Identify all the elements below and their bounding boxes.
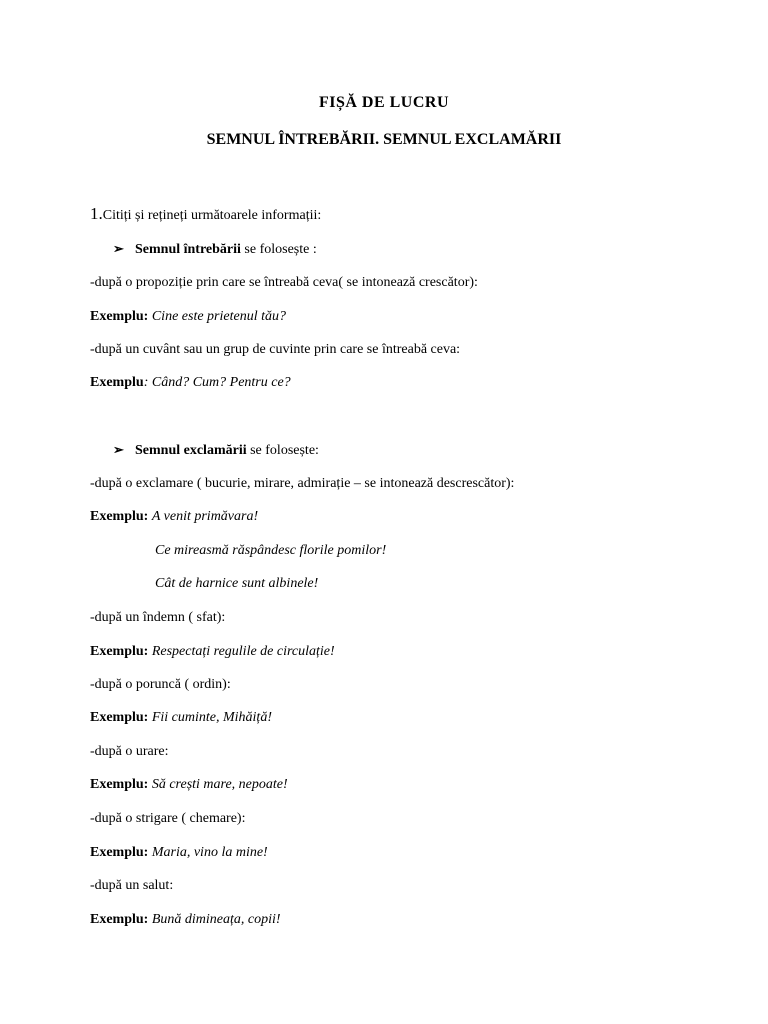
exclamation-example-1-line-2: Ce mireasmă răspândesc florile pomilor! [155,543,387,558]
exclamation-rule-2: -după un îndemn ( sfat): [90,610,226,625]
question-example-2 [90,374,291,392]
example-label: Exemplu: [90,710,152,725]
question-rule-1: -după o propoziție prin care se întreabă ceva( se intonează crescător): [90,275,478,290]
example-label: Exemplu: [90,509,152,524]
example-text: Să crești mare, nepoate! [151,777,288,792]
exclamation-rule-3: -după o poruncă ( ordin): [90,677,231,692]
exclamation-example-2 [90,643,335,661]
example-label: Exemplu: [90,777,152,792]
question-heading-rest: se folosește : [240,242,317,257]
exclamation-example-1-line-3: Cât de harnice sunt albinele! [155,576,319,591]
example-label: Exemplu [90,375,144,390]
exclamation-rule-6: -după un salut: [90,878,174,893]
task-instruction [90,205,321,225]
question-rule-2: -după un cuvânt sau un grup de cuvinte prin care se întreabă ceva: [90,342,461,357]
arrow-bullet-icon: ➢ [113,442,124,457]
example-text: Maria, vino la mine! [151,845,268,860]
example-label: Exemplu: [90,845,152,860]
example-text: Cine este prietenul tău? [151,309,286,324]
exclamation-example-1 [90,508,258,526]
worksheet-subtitle: SEMNUL ÎNTREBĂRII. SEMNUL EXCLAMĂRII [206,131,562,148]
exclamation-example-6 [90,911,281,929]
exclamation-example-4 [90,776,288,794]
question-heading-bold: Semnul întrebării [135,242,241,257]
example-label: Exemplu: [90,912,152,927]
example-text: A venit primăvara! [151,509,259,524]
worksheet-title: FIȘĂ DE LUCRU [318,94,450,111]
example-text: Fii cuminte, Mihăiță! [151,710,272,725]
arrow-bullet-icon: ➢ [113,241,124,256]
exclamation-rule-4: -după o urare: [90,744,169,759]
exclamation-heading-bold: Semnul exclamării [135,443,247,458]
exclamation-rule-1: -după o exclamare ( bucurie, mirare, admirație – se intonează descrescător): [90,476,515,491]
exclamation-heading [113,441,319,460]
exclamation-example-3 [90,709,272,727]
task-text: Citiți și rețineți următoarele informații: [102,208,322,223]
exclamation-heading-rest: se folosește: [246,443,319,458]
question-heading [113,240,317,259]
question-example-1 [90,308,286,326]
example-text: Respectați regulile de circulație! [151,644,335,659]
example-label: Exemplu: [90,309,152,324]
exclamation-rule-5: -după o strigare ( chemare): [90,811,246,826]
example-text: : Când? Cum? Pentru ce? [143,375,291,390]
task-number: 1. [90,204,103,223]
example-label: Exemplu: [90,644,152,659]
example-text: Bună dimineața, copii! [151,912,281,927]
exclamation-example-5 [90,844,268,862]
